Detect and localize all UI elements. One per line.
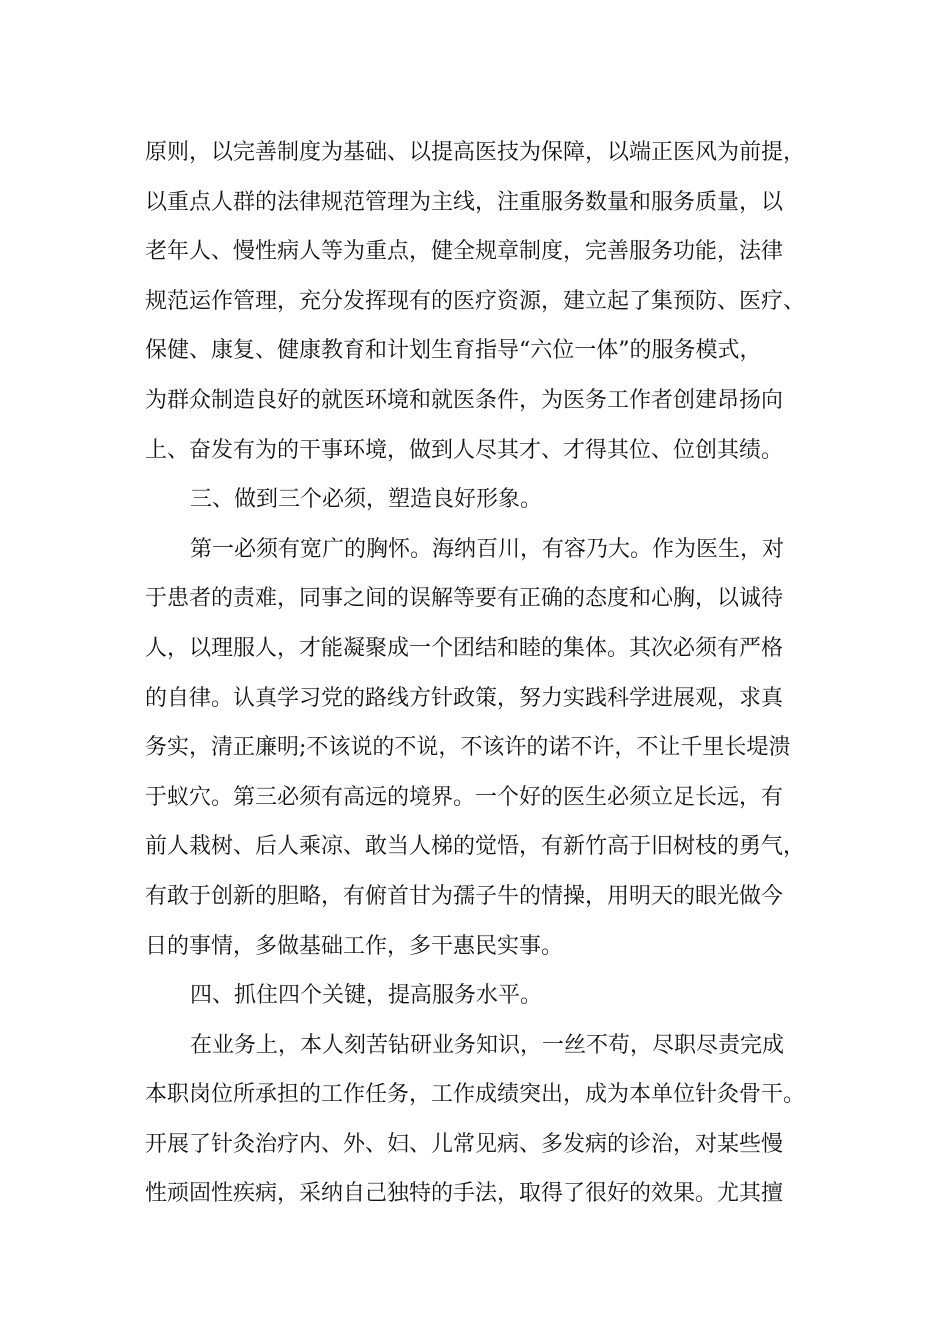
- text-line: 以重点人群的法律规范管理为主线，注重服务数量和服务质量，以: [145, 189, 784, 215]
- text-line: 于蚁穴。第三必须有高远的境界。一个好的医生必须立足长远，有: [145, 784, 784, 810]
- text-line: 上、奋发有为的干事环境，做到人尽其才、才得其位、位创其绩。: [145, 437, 784, 463]
- text-line: 人，以理服人，才能凝聚成一个团结和睦的集体。其次必须有严格: [145, 635, 784, 661]
- text-line: 在业务上，本人刻苦钻研业务知识，一丝不苟，尽职尽责完成: [190, 1032, 785, 1058]
- text-line: 本职岗位所承担的工作任务，工作成绩突出，成为本单位针灸骨干。: [145, 1082, 806, 1108]
- text-line: 第一必须有宽广的胸怀。海纳百川，有容乃大。作为医生，对: [190, 536, 785, 562]
- text-line: 老年人、慢性病人等为重点，健全规章制度，完善服务功能，法律: [145, 239, 784, 265]
- text-line: 为群众制造良好的就医环境和就医条件，为医务工作者创建昂扬向: [145, 387, 784, 413]
- document-body: [145, 128, 835, 1219]
- text-line: 前人栽树、后人乘凉、敢当人梯的觉悟，有新竹高于旧树枝的勇气，: [145, 834, 806, 860]
- text-line: 的自律。认真学习党的路线方针政策，努力实践科学进展观，求真: [145, 685, 784, 711]
- text-line: 保健、康复、健康教育和计划生育指导“六位一体”的服务模式，: [145, 338, 762, 364]
- text-line: 规范运作管理，充分发挥现有的医疗资源，建立起了集预防、医疗、: [145, 288, 806, 314]
- text-line: 开展了针灸治疗内、外、妇、儿常见病、多发病的诊治，对某些慢: [145, 1131, 784, 1157]
- text-line: 于患者的责难，同事之间的误解等要有正确的态度和心胸，以诚待: [145, 586, 784, 612]
- text-line: 原则，以完善制度为基础、以提高医技为保障，以端正医风为前提，: [145, 140, 806, 165]
- text-line: 有敢于创新的胆略，有俯首甘为孺子牛的情操，用明天的眼光做今: [145, 883, 784, 909]
- text-line: 日的事情，多做基础工作，多干惠民实事。: [145, 933, 564, 959]
- text-line: 性顽固性疾病，采纳自己独特的手法，取得了很好的效果。尤其擅: [145, 1181, 784, 1207]
- section-heading: 三、做到三个必须，塑造良好形象。: [190, 487, 543, 513]
- section-heading: 四、抓住四个关键，提高服务水平。: [190, 983, 543, 1009]
- text-line: 务实，清正廉明;不该说的不说，不该许的诺不许，不让千里长堤溃: [145, 735, 791, 761]
